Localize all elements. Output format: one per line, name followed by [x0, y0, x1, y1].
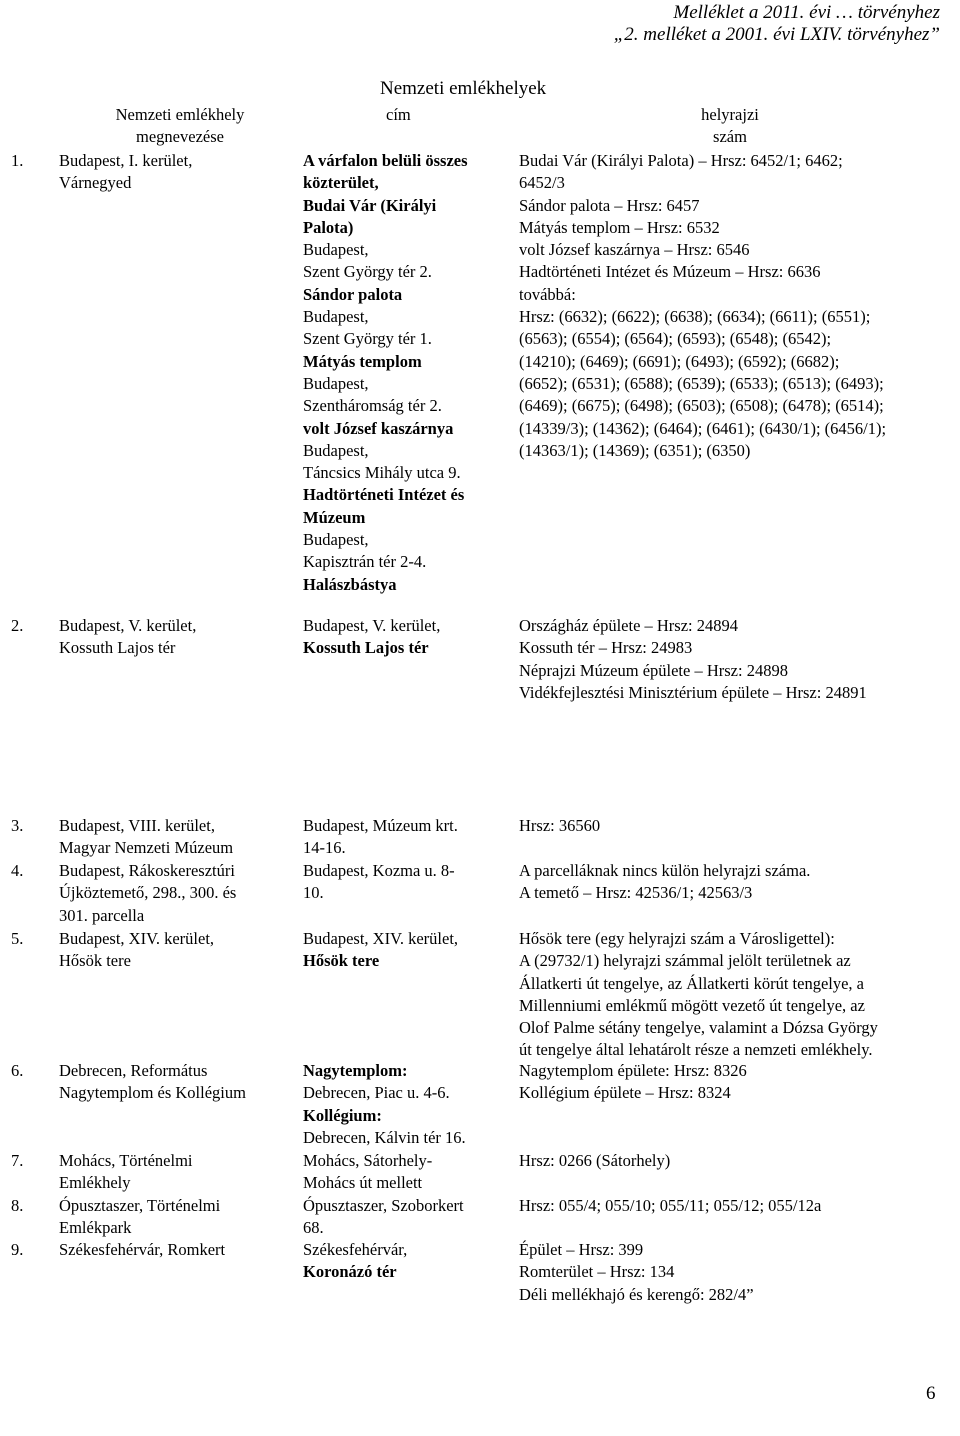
memorial-name: [59, 615, 196, 660]
memorial-hrsz-line: Kollégium épülete – Hrsz: 8324: [519, 1083, 731, 1103]
memorial-address-line: Szent György tér 1.: [303, 329, 432, 349]
memorial-name-line: Újköztemető, 298., 300. és: [59, 883, 237, 903]
memorial-address-line: Hősök tere: [303, 951, 380, 971]
memorial-hrsz-line: Olof Palme sétány tengelye, valamint a Dózsa György: [519, 1018, 878, 1038]
column-header-name-line: megnevezése: [136, 127, 224, 147]
column-header-hrsz-line: szám: [713, 127, 747, 147]
memorial-hrsz: [519, 860, 810, 905]
memorial-address-line: Budai Vár (Királyi: [303, 195, 437, 215]
memorial-address: [303, 1060, 466, 1149]
memorial-address-line: Budapest,: [303, 307, 369, 327]
memorial-hrsz-line: Vidékfejlesztési Minisztérium épülete – Hrsz: 24891: [519, 682, 867, 702]
memorial-name: [59, 928, 214, 973]
memorial-name-line: Emlékhely: [59, 1173, 131, 1193]
column-header-name: [80, 104, 280, 149]
memorial-hrsz-line: volt József kaszárnya – Hrsz: 6546: [519, 240, 750, 260]
memorial-hrsz: [519, 1195, 821, 1217]
memorial-hrsz-line: (14363/1); (14369); (6351); (6350): [519, 440, 751, 460]
memorial-hrsz: [519, 1060, 747, 1105]
memorial-address-line: Mohács, Sátorhely-: [303, 1151, 433, 1170]
memorial-address: [303, 928, 458, 973]
memorial-address-line: Halászbástya: [303, 574, 397, 594]
memorial-address-line: Múzeum: [303, 507, 366, 527]
memorial-hrsz-line: (14339/3); (14362); (6464); (6461); (6430/1); (6456/1);: [519, 418, 887, 438]
memorial-hrsz-line: (6563); (6554); (6564); (6593); (6548); (6542);: [519, 329, 832, 349]
memorial-hrsz-line: (6652); (6531); (6588); (6539); (6533); (6513); (6493);: [519, 373, 884, 393]
row-number: 3.: [11, 816, 24, 835]
memorial-hrsz: [519, 615, 867, 704]
memorial-name-line: Hősök tere: [59, 951, 131, 971]
row-number: 5.: [11, 929, 24, 948]
memorial-name-line: Budapest, I. kerület,: [59, 151, 193, 170]
memorial-address-line: Debrecen, Kálvin tér 16.: [303, 1127, 466, 1147]
memorial-name-line: Budapest, VIII. kerület,: [59, 816, 215, 835]
memorial-address-line: Sándor palota: [303, 284, 403, 304]
memorial-address: [303, 860, 455, 905]
memorial-address: [303, 815, 458, 860]
memorial-address-line: Kossuth Lajos tér: [303, 638, 429, 658]
memorial-name: [59, 815, 233, 860]
memorial-hrsz-line: Épület – Hrsz: 399: [519, 1240, 644, 1259]
memorial-address-line: Hadtörténeti Intézet és: [303, 485, 465, 505]
memorial-address-line: 14-16.: [303, 838, 346, 858]
memorial-address-line: Koronázó tér: [303, 1262, 397, 1282]
row-number: 1.: [11, 151, 24, 170]
memorial-name: [59, 1239, 225, 1261]
memorial-hrsz-line: A (29732/1) helyrajzi számmal jelölt területnek az: [519, 951, 851, 971]
memorial-address-line: A várfalon belüli összes: [303, 151, 468, 170]
annex-header-line-2: „2. melléket a 2001. évi LXIV. törvényhez”: [613, 24, 940, 45]
memorial-address-line: volt József kaszárnya: [303, 418, 454, 438]
memorial-name-line: Budapest, Rákoskeresztúri: [59, 861, 235, 880]
memorial-hrsz-line: Déli mellékhajó és kerengő: 282/4”: [519, 1284, 754, 1304]
memorial-hrsz-line: Sándor palota – Hrsz: 6457: [519, 195, 700, 215]
column-header-hrsz-line: helyrajzi: [701, 105, 759, 124]
memorial-hrsz-line: A parcelláknak nincs külön helyrajzi száma.: [519, 861, 811, 880]
memorial-name-line: Kossuth Lajos tér: [59, 638, 176, 658]
memorial-name-line: Várnegyed: [59, 173, 132, 193]
memorial-address-line: 10.: [303, 883, 324, 903]
memorial-name-line: Emlékpark: [59, 1218, 132, 1238]
memorial-address-line: Mátyás templom: [303, 351, 422, 371]
memorial-hrsz-line: Nagytemplom épülete: Hrsz: 8326: [519, 1061, 747, 1080]
memorial-address-line: Mohács út mellett: [303, 1173, 423, 1193]
memorial-hrsz-line: továbbá:: [519, 284, 576, 304]
memorial-address-line: Palota): [303, 217, 354, 237]
memorial-name-line: Nagytemplom és Kollégium: [59, 1083, 246, 1103]
row-number: 6.: [11, 1061, 24, 1080]
memorial-address-line: Budapest,: [303, 530, 369, 550]
memorial-hrsz-line: Kossuth tér – Hrsz: 24983: [519, 638, 693, 658]
memorial-address-line: Debrecen, Piac u. 4-6.: [303, 1083, 450, 1103]
memorial-address-line: közterület,: [303, 173, 379, 193]
memorial-name: [59, 860, 236, 927]
memorial-name-line: 301. parcella: [59, 905, 145, 925]
memorial-name-line: Mohács, Történelmi: [59, 1151, 193, 1170]
memorial-address-line: Budapest, Múzeum krt.: [303, 816, 458, 835]
page-number: 6: [926, 1383, 936, 1404]
column-header-address: cím: [386, 105, 411, 124]
memorial-hrsz: [519, 1150, 670, 1172]
memorial-name-line: Magyar Nemzeti Múzeum: [59, 838, 234, 858]
row-number: 2.: [11, 616, 24, 635]
memorial-address-line: Budapest, XIV. kerület,: [303, 929, 459, 948]
memorial-name-line: Budapest, V. kerület,: [59, 616, 197, 635]
memorial-address-line: Táncsics Mihály utca 9.: [303, 463, 461, 483]
memorial-hrsz: [519, 815, 600, 837]
memorial-address: [303, 615, 440, 660]
row-number: 8.: [11, 1196, 24, 1215]
memorial-address-line: 68.: [303, 1218, 324, 1238]
memorial-address-line: Budapest,: [303, 240, 369, 260]
memorial-address-line: Szentháromság tér 2.: [303, 396, 442, 416]
memorial-name: [59, 1150, 193, 1195]
memorial-hrsz-line: út tengelye által lehatárolt része a nemzeti emlékhely.: [519, 1040, 873, 1060]
row-number: 4.: [11, 861, 24, 880]
memorial-hrsz-line: Hrsz: 055/4; 055/10; 055/11; 055/12; 055/12a: [519, 1196, 822, 1215]
memorial-address-line: Kapisztrán tér 2-4.: [303, 552, 427, 572]
row-number: 9.: [11, 1240, 24, 1259]
column-header-hrsz: [680, 104, 780, 149]
memorial-hrsz-line: A temető – Hrsz: 42536/1; 42563/3: [519, 883, 753, 903]
memorial-address-line: Budapest,: [303, 440, 369, 460]
memorial-hrsz-line: Hrsz: 0266 (Sátorhely): [519, 1151, 671, 1170]
memorial-address-line: Ópusztaszer, Szoborkert: [303, 1196, 464, 1215]
memorial-address: [303, 1195, 464, 1240]
memorial-address-line: Szent György tér 2.: [303, 262, 432, 282]
memorial-hrsz-line: (6469); (6675); (6498); (6503); (6508); (6478); (6514);: [519, 396, 884, 416]
memorial-address-line: Budapest, Kozma u. 8-: [303, 861, 455, 880]
memorial-name-line: Debrecen, Református: [59, 1061, 208, 1080]
memorial-address-line: Kollégium:: [303, 1105, 382, 1125]
memorial-name-line: Ópusztaszer, Történelmi: [59, 1196, 221, 1215]
memorial-address: [303, 150, 468, 596]
memorial-hrsz-line: 6452/3: [519, 173, 565, 193]
memorial-hrsz-line: Hadtörténeti Intézet és Múzeum – Hrsz: 6636: [519, 262, 821, 282]
memorial-address-line: Budapest,: [303, 373, 369, 393]
memorial-name-line: Budapest, XIV. kerület,: [59, 929, 215, 948]
memorial-address: [303, 1150, 432, 1195]
memorial-hrsz: [519, 150, 886, 462]
memorial-address: [303, 1239, 407, 1284]
memorial-hrsz-line: Budai Vár (Királyi Palota) – Hrsz: 6452/1; 6462;: [519, 151, 843, 170]
memorial-hrsz-line: Hősök tere (egy helyrajzi szám a Városligettel):: [519, 929, 835, 948]
memorial-hrsz-line: Hrsz: 36560: [519, 816, 601, 835]
annex-header-line-1: Melléklet a 2011. évi … törvényhez: [673, 2, 940, 23]
memorial-name-line: Székesfehérvár, Romkert: [59, 1240, 226, 1259]
memorial-address-line: Nagytemplom:: [303, 1061, 408, 1080]
column-header-name-line: Nemzeti emlékhely: [115, 105, 245, 124]
page-title: Nemzeti emlékhelyek: [380, 78, 547, 99]
memorial-hrsz-line: Millenniumi emlékmű mögött vezető út tengelye, az: [519, 995, 865, 1015]
memorial-hrsz-line: Hrsz: (6632); (6622); (6638); (6634); (6611); (6551);: [519, 307, 871, 327]
memorial-name: [59, 1195, 220, 1240]
memorial-name: [59, 150, 192, 195]
memorial-name: [59, 1060, 246, 1105]
memorial-hrsz: [519, 928, 878, 1062]
memorial-hrsz-line: Országház épülete – Hrsz: 24894: [519, 616, 739, 635]
memorial-hrsz: [519, 1239, 754, 1306]
memorial-address-line: Székesfehérvár,: [303, 1240, 408, 1259]
memorial-hrsz-line: (14210); (6469); (6691); (6493); (6592); (6682);: [519, 351, 840, 371]
memorial-hrsz-line: Romterület – Hrsz: 134: [519, 1262, 675, 1282]
memorial-hrsz-line: Mátyás templom – Hrsz: 6532: [519, 217, 720, 237]
memorial-address-line: Budapest, V. kerület,: [303, 616, 441, 635]
row-number: 7.: [11, 1151, 24, 1170]
memorial-hrsz-line: Állatkerti út tengelye, az Állatkerti körút tengelye, a: [519, 973, 864, 993]
memorial-hrsz-line: Néprajzi Múzeum épülete – Hrsz: 24898: [519, 660, 788, 680]
